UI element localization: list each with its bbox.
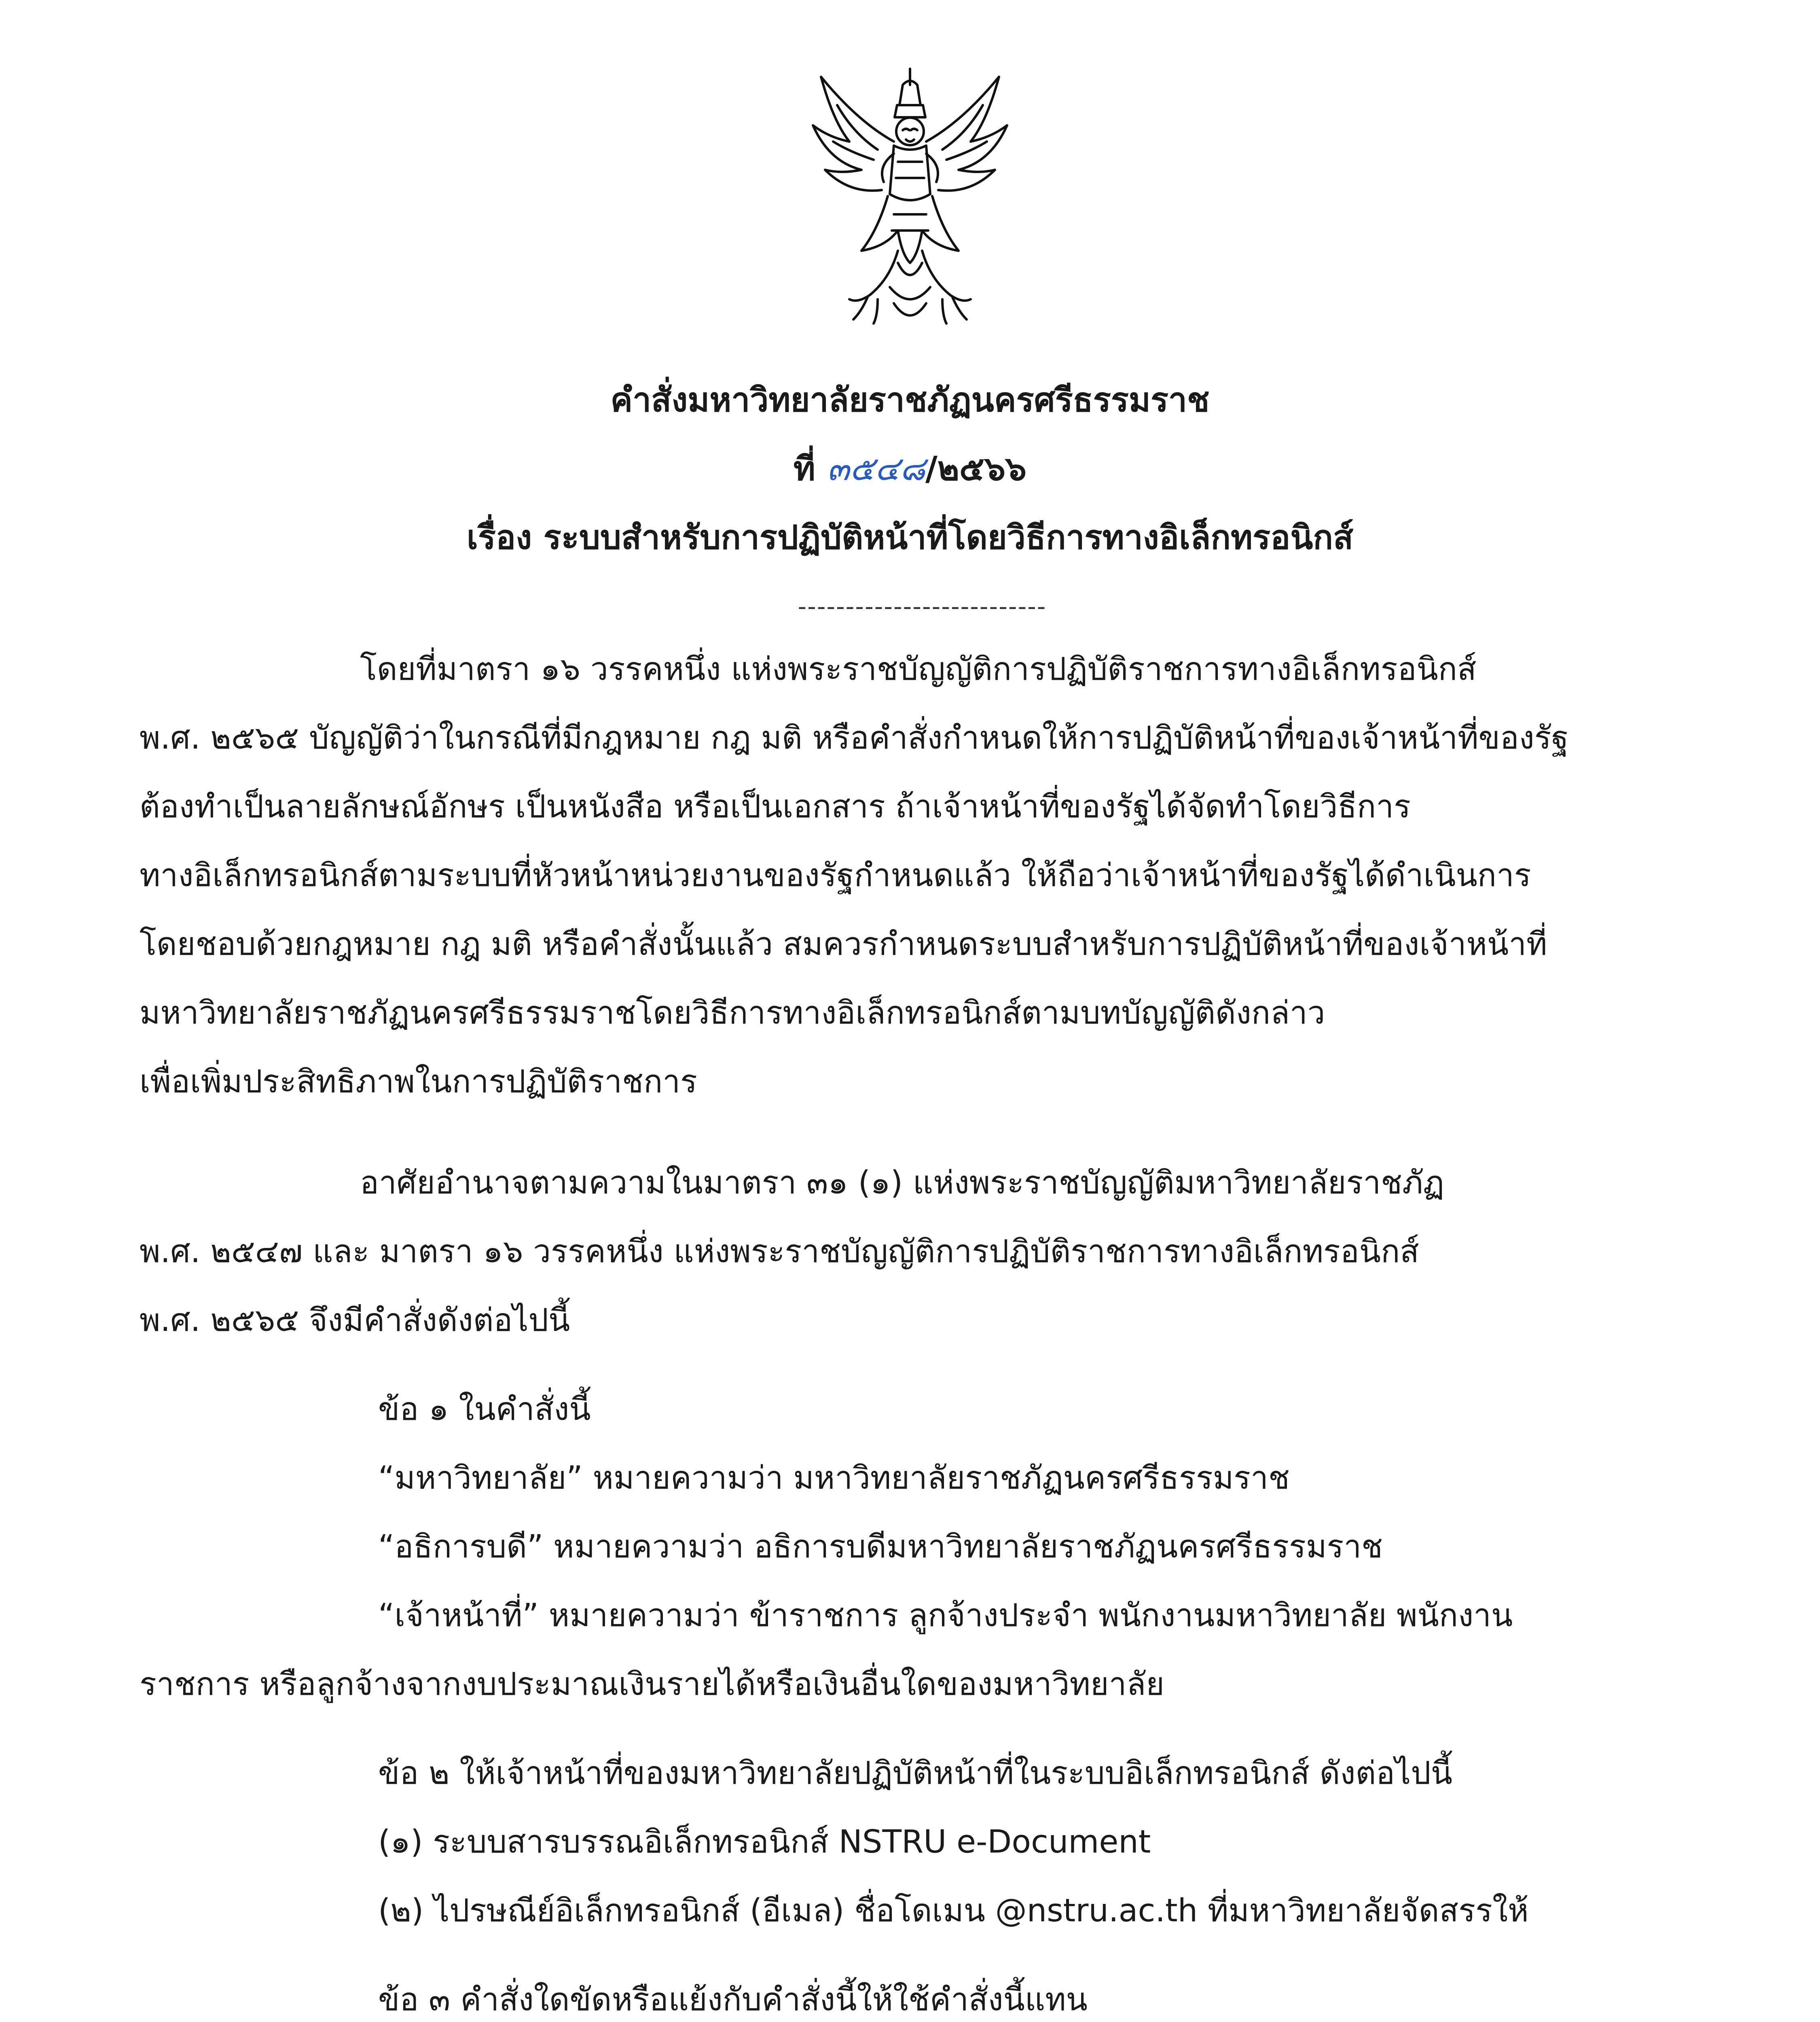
clause1-definition: “อธิการบดี” หมายความว่า อธิการบดีมหาวิทยาลัยราชภัฏนครศรีธรรมราช	[378, 1529, 1383, 1565]
document-subject: เรื่อง ระบบสำหรับการปฏิบัติหน้าที่โดยวิธีการทางอิเล็กทรอนิกส์	[466, 518, 1354, 557]
paragraph2-line: อาศัยอำนาจตามความในมาตรา ๓๑ (๑) แห่งพระราชบัญญัติมหาวิทยาลัยราชภัฏ	[360, 1165, 1444, 1201]
document-number-handwritten: ๓๕๔๘	[827, 450, 925, 488]
paragraph1-line: เพื่อเพิ่มประสิทธิภาพในการปฏิบัติราชการ	[140, 1064, 697, 1100]
document-number-suffix: /๒๕๖๖	[925, 450, 1027, 488]
clause1-heading: ข้อ ๑ ในคำสั่งนี้	[378, 1391, 591, 1428]
document-title: คำสั่งมหาวิทยาลัยราชภัฏนครศรีธรรมราช	[610, 381, 1210, 419]
separator-line: --------------------------	[798, 594, 1047, 619]
paragraph1-line: โดยชอบด้วยกฎหมาย กฎ มติ หรือคำสั่งนั้นแล้ว สมควรกำหนดระบบสำหรับการปฏิบัติหน้าที่ของเจ้าหน้าที่	[140, 926, 1547, 962]
clause1-definition: ราชการ หรือลูกจ้างจากงบประมาณเงินรายได้หรือเงินอื่นใดของมหาวิทยาลัย	[140, 1666, 1164, 1703]
paragraph1-line: ต้องทำเป็นลายลักษณ์อักษร เป็นหนังสือ หรือเป็นเอกสาร ถ้าเจ้าหน้าที่ของรัฐได้จัดทำโดยวิธีการ	[140, 789, 1411, 825]
paragraph1-line: ทางอิเล็กทรอนิกส์ตามระบบที่หัวหน้าหน่วยงานของรัฐกำหนดแล้ว ให้ถือว่าเจ้าหน้าที่ของรัฐได้ดำเนินการ	[140, 857, 1531, 894]
document-number	[0, 445, 1820, 493]
paragraph2-line: พ.ศ. ๒๕๖๕ จึงมีคำสั่งดังต่อไปนี้	[140, 1302, 570, 1339]
paragraph1-line: พ.ศ. ๒๕๖๕ บัญญัติว่าในกรณีที่มีกฎหมาย กฎ มติ หรือคำสั่งกำหนดให้การปฏิบัติหน้าที่ของเจ้าหน้าที่ของรัฐ	[140, 720, 1569, 756]
paragraph1-line: มหาวิทยาลัยราชภัฏนครศรีธรรมราชโดยวิธีการทางอิเล็กทรอนิกส์ตามบทบัญญัติดังกล่าว	[140, 995, 1325, 1031]
clause2-item: (๒) ไปรษณีย์อิเล็กทรอนิกส์ (อีเมล) ชื่อโดเมน @nstru.ac.th ที่มหาวิทยาลัยจัดสรรให้	[378, 1893, 1529, 1929]
clause2-heading: ข้อ ๒ ให้เจ้าหน้าที่ของมหาวิทยาลัยปฏิบัติหน้าที่ในระบบอิเล็กทรอนิกส์ ดังต่อไปนี้	[378, 1755, 1453, 1791]
clause1-definition: “เจ้าหน้าที่” หมายความว่า ข้าราชการ ลูกจ้างประจำ พนักงานมหาวิทยาลัย พนักงาน	[378, 1597, 1513, 1634]
clause2-item: (๑) ระบบสารบรรณอิเล็กทรอนิกส์ NSTRU e-Document	[378, 1824, 1151, 1860]
garuda-emblem-icon	[797, 61, 1023, 336]
paragraph2-line: พ.ศ. ๒๕๔๗ และ มาตรา ๑๖ วรรคหนึ่ง แห่งพระราชบัญญัติการปฏิบัติราชการทางอิเล็กทรอนิกส์	[140, 1233, 1419, 1270]
paragraph1-line: โดยที่มาตรา ๑๖ วรรคหนึ่ง แห่งพระราชบัญญัติการปฏิบัติราชการทางอิเล็กทรอนิกส์	[360, 651, 1477, 687]
document-number-prefix: ที่	[793, 450, 815, 488]
clause1-definition: “มหาวิทยาลัย” หมายความว่า มหาวิทยาลัยราชภัฏนครศรีธรรมราช	[378, 1460, 1290, 1496]
clause3-text: ข้อ ๓ คำสั่งใดขัดหรือแย้งกับคำสั่งนี้ให้ใช้คำสั่งนี้แทน	[378, 1982, 1088, 2018]
